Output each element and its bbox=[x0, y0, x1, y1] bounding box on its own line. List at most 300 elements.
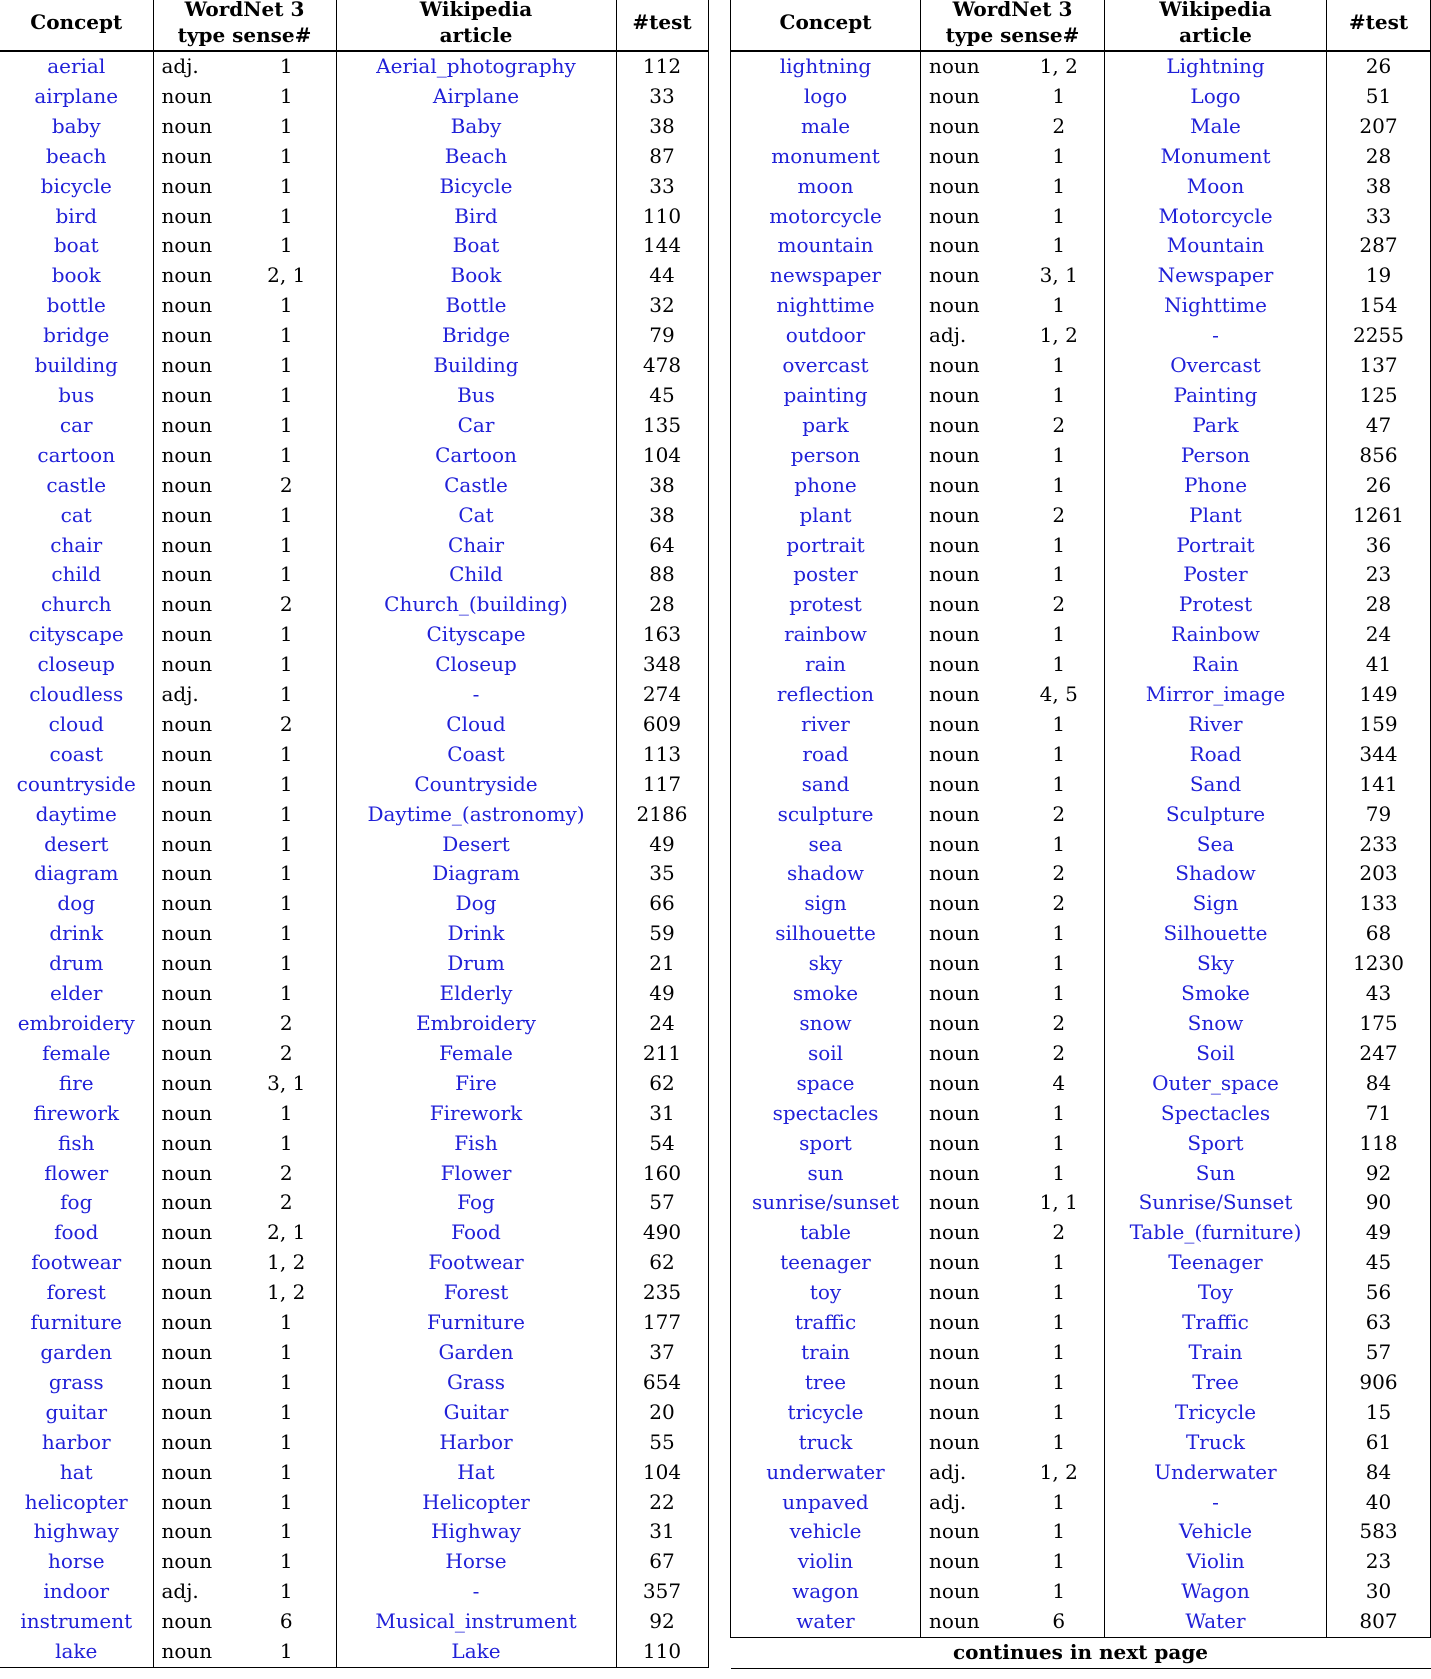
concept-cell: lake bbox=[0, 1637, 153, 1667]
sense-cell: 1 bbox=[237, 441, 336, 471]
test-count-cell: 68 bbox=[1327, 919, 1431, 949]
wikipedia-link: Dog bbox=[336, 889, 616, 919]
type-cell: noun bbox=[161, 1070, 213, 1095]
test-count-cell: 1230 bbox=[1327, 949, 1431, 979]
wikipedia-link: Bird bbox=[336, 202, 616, 232]
sense-cell: 1 bbox=[237, 979, 336, 1009]
test-count-cell: 583 bbox=[1327, 1517, 1431, 1547]
type-cell: noun bbox=[929, 652, 980, 677]
wikipedia-link: Truck bbox=[1105, 1428, 1327, 1458]
wikipedia-link: Sun bbox=[1105, 1159, 1327, 1189]
type-cell: noun bbox=[161, 1100, 213, 1125]
test-count-cell: 23 bbox=[1327, 560, 1431, 590]
type-cell: noun bbox=[161, 562, 213, 587]
concept-cell: countryside bbox=[0, 770, 153, 800]
concept-cell: table bbox=[731, 1218, 921, 1248]
concept-cell: plant bbox=[731, 501, 921, 531]
type-cell: noun bbox=[929, 951, 980, 976]
sense-cell: 1 bbox=[1014, 1338, 1105, 1368]
test-count-cell: 51 bbox=[1327, 82, 1431, 112]
concept-cell: airplane bbox=[0, 82, 153, 112]
table-row bbox=[731, 112, 1431, 142]
concept-cell: drink bbox=[0, 919, 153, 949]
type-cell: noun bbox=[929, 1339, 980, 1364]
test-count-cell: 807 bbox=[1327, 1607, 1431, 1637]
table-row bbox=[731, 1577, 1431, 1607]
table-row bbox=[731, 1218, 1431, 1248]
wikipedia-link: Firework bbox=[336, 1099, 616, 1129]
type-cell: noun bbox=[929, 891, 980, 916]
sense-cell: 1 bbox=[237, 1368, 336, 1398]
test-count-cell: 117 bbox=[616, 770, 708, 800]
sense-cell: 2 bbox=[1014, 1218, 1105, 1248]
table-row bbox=[0, 261, 708, 291]
wikipedia-link: Car bbox=[336, 411, 616, 441]
wikipedia-link: Road bbox=[1105, 740, 1327, 770]
type-cell: noun bbox=[929, 921, 980, 946]
type-cell: noun bbox=[161, 502, 213, 527]
header-test: #test bbox=[1327, 0, 1431, 51]
type-cell: noun bbox=[929, 1220, 980, 1245]
test-count-cell: 62 bbox=[616, 1248, 708, 1278]
table-row bbox=[0, 1039, 708, 1069]
wikipedia-link: Moon bbox=[1105, 172, 1327, 202]
concept-cell: snow bbox=[731, 1009, 921, 1039]
table-row bbox=[731, 82, 1431, 112]
test-count-cell: 490 bbox=[616, 1218, 708, 1248]
wikipedia-link: Table_(furniture) bbox=[1105, 1218, 1327, 1248]
header-wikipedia-line1: Wikipedia bbox=[419, 0, 533, 21]
type-cell: noun bbox=[161, 891, 213, 916]
wikipedia-link: Wagon bbox=[1105, 1577, 1327, 1607]
type-cell: noun bbox=[929, 1429, 980, 1454]
wikipedia-link: Garden bbox=[336, 1338, 616, 1368]
type-cell: noun bbox=[161, 1339, 213, 1364]
type-cell: noun bbox=[929, 592, 980, 617]
sense-cell: 1 bbox=[1014, 830, 1105, 860]
wikipedia-link: Portrait bbox=[1105, 531, 1327, 561]
table-row bbox=[731, 1009, 1431, 1039]
test-count-cell: 92 bbox=[616, 1607, 708, 1637]
sense-cell: 1 bbox=[237, 501, 336, 531]
test-count-cell: 344 bbox=[1327, 740, 1431, 770]
test-count-cell: 54 bbox=[616, 1129, 708, 1159]
sense-cell: 1 bbox=[1014, 1547, 1105, 1577]
test-count-cell: 149 bbox=[1327, 680, 1431, 710]
wikipedia-link: - bbox=[336, 1577, 616, 1607]
test-count-cell: 84 bbox=[1327, 1069, 1431, 1099]
concept-cell: fog bbox=[0, 1188, 153, 1218]
concept-cell: silhouette bbox=[731, 919, 921, 949]
wikipedia-link: Outer_space bbox=[1105, 1069, 1327, 1099]
type-cell: noun bbox=[929, 831, 980, 856]
type-cell: noun bbox=[161, 1220, 213, 1245]
table-row bbox=[0, 919, 708, 949]
table-body-right bbox=[731, 51, 1431, 1638]
concept-cell: flower bbox=[0, 1159, 153, 1189]
sense-cell: 1 bbox=[1014, 1488, 1105, 1518]
concept-cell: church bbox=[0, 590, 153, 620]
table-row bbox=[731, 321, 1431, 351]
sense-cell: 1, 2 bbox=[1014, 321, 1105, 351]
table-row bbox=[0, 142, 708, 172]
sense-cell: 1 bbox=[237, 770, 336, 800]
wikipedia-link: Grass bbox=[336, 1368, 616, 1398]
wikipedia-link: Horse bbox=[336, 1547, 616, 1577]
sense-cell: 1, 1 bbox=[1014, 1188, 1105, 1218]
header-wikipedia-line1: Wikipedia bbox=[1159, 0, 1272, 21]
concept-table-right bbox=[730, 0, 1431, 1669]
sense-cell: 3, 1 bbox=[1014, 261, 1105, 291]
test-count-cell: 28 bbox=[1327, 142, 1431, 172]
type-cell: noun bbox=[929, 1549, 980, 1574]
type-cell: noun bbox=[929, 173, 980, 198]
table-row bbox=[0, 1009, 708, 1039]
wikipedia-link: Bottle bbox=[336, 291, 616, 321]
table-row bbox=[0, 1428, 708, 1458]
test-count-cell: 20 bbox=[616, 1398, 708, 1428]
wikipedia-link: Harbor bbox=[336, 1428, 616, 1458]
wikipedia-link: Bridge bbox=[336, 321, 616, 351]
concept-cell: space bbox=[731, 1069, 921, 1099]
table-row bbox=[0, 1368, 708, 1398]
concept-cell: aerial bbox=[0, 51, 153, 82]
concept-cell: elder bbox=[0, 979, 153, 1009]
sense-cell: 6 bbox=[1014, 1607, 1105, 1637]
table-row bbox=[0, 1129, 708, 1159]
test-count-cell: 62 bbox=[616, 1069, 708, 1099]
table-row bbox=[0, 471, 708, 501]
type-cell: noun bbox=[161, 981, 213, 1006]
table-header-row bbox=[731, 0, 1431, 51]
table-row bbox=[0, 351, 708, 381]
wikipedia-link: Food bbox=[336, 1218, 616, 1248]
test-count-cell: 24 bbox=[616, 1009, 708, 1039]
table-row bbox=[0, 231, 708, 261]
test-count-cell: 33 bbox=[1327, 202, 1431, 232]
table-row bbox=[0, 1637, 708, 1667]
type-cell: noun bbox=[161, 203, 213, 228]
sense-cell: 1 bbox=[1014, 82, 1105, 112]
test-count-cell: 38 bbox=[616, 501, 708, 531]
header-wordnet bbox=[153, 0, 336, 51]
sense-cell: 1 bbox=[1014, 471, 1105, 501]
test-count-cell: 609 bbox=[616, 710, 708, 740]
table-row bbox=[0, 650, 708, 680]
test-count-cell: 84 bbox=[1327, 1458, 1431, 1488]
table-row bbox=[0, 1398, 708, 1428]
test-count-cell: 36 bbox=[1327, 531, 1431, 561]
wikipedia-link: Rainbow bbox=[1105, 620, 1327, 650]
test-count-cell: 113 bbox=[616, 740, 708, 770]
concept-cell: guitar bbox=[0, 1398, 153, 1428]
test-count-cell: 175 bbox=[1327, 1009, 1431, 1039]
type-cell: noun bbox=[161, 293, 213, 318]
wikipedia-link: Fish bbox=[336, 1129, 616, 1159]
table-row bbox=[731, 680, 1431, 710]
test-count-cell: 137 bbox=[1327, 351, 1431, 381]
concept-cell: fire bbox=[0, 1069, 153, 1099]
type-cell: noun bbox=[161, 861, 213, 886]
type-cell: noun bbox=[161, 353, 213, 378]
table-row bbox=[731, 740, 1431, 770]
test-count-cell: 90 bbox=[1327, 1188, 1431, 1218]
concept-cell: protest bbox=[731, 590, 921, 620]
wikipedia-link: Cat bbox=[336, 501, 616, 531]
test-count-cell: 177 bbox=[616, 1308, 708, 1338]
table-row bbox=[731, 800, 1431, 830]
type-cell: noun bbox=[161, 1549, 213, 1574]
sense-cell: 1, 2 bbox=[237, 1278, 336, 1308]
wikipedia-link: Plant bbox=[1105, 501, 1327, 531]
table-row bbox=[731, 261, 1431, 291]
type-cell: noun bbox=[929, 1070, 980, 1095]
type-cell: noun bbox=[929, 1399, 980, 1424]
footer-row bbox=[731, 1638, 1431, 1669]
table-row bbox=[0, 381, 708, 411]
table-row bbox=[0, 830, 708, 860]
type-cell: noun bbox=[929, 771, 980, 796]
sense-cell: 2 bbox=[237, 710, 336, 740]
table-row bbox=[0, 560, 708, 590]
test-count-cell: 19 bbox=[1327, 261, 1431, 291]
concept-cell: tricycle bbox=[731, 1398, 921, 1428]
concept-cell: moon bbox=[731, 172, 921, 202]
sense-cell: 1 bbox=[1014, 1577, 1105, 1607]
table-row bbox=[731, 830, 1431, 860]
wikipedia-link: Underwater bbox=[1105, 1458, 1327, 1488]
sense-cell: 1 bbox=[237, 620, 336, 650]
table-row bbox=[731, 1039, 1431, 1069]
concept-cell: sun bbox=[731, 1159, 921, 1189]
concept-cell: book bbox=[0, 261, 153, 291]
sense-cell: 2 bbox=[1014, 1039, 1105, 1069]
table-row bbox=[0, 1517, 708, 1547]
wikipedia-link: Female bbox=[336, 1039, 616, 1069]
type-cell: noun bbox=[929, 233, 980, 258]
wikipedia-link: Coast bbox=[336, 740, 616, 770]
table-row bbox=[731, 1069, 1431, 1099]
type-cell: noun bbox=[161, 1160, 213, 1185]
sense-cell: 1 bbox=[237, 740, 336, 770]
table-row bbox=[0, 680, 708, 710]
table-row bbox=[731, 1547, 1431, 1577]
type-cell: noun bbox=[161, 472, 213, 497]
sense-cell: 1 bbox=[237, 51, 336, 82]
type-cell: noun bbox=[929, 472, 980, 497]
test-count-cell: 26 bbox=[1327, 471, 1431, 501]
table-row bbox=[731, 142, 1431, 172]
type-cell: noun bbox=[929, 861, 980, 886]
wikipedia-link: Furniture bbox=[336, 1308, 616, 1338]
type-cell: noun bbox=[929, 562, 980, 587]
concept-cell: cartoon bbox=[0, 441, 153, 471]
table-row bbox=[0, 1159, 708, 1189]
concept-cell: road bbox=[731, 740, 921, 770]
concept-cell: sky bbox=[731, 949, 921, 979]
table-row bbox=[0, 112, 708, 142]
sense-cell: 2 bbox=[1014, 800, 1105, 830]
concept-cell: phone bbox=[731, 471, 921, 501]
sense-cell: 1 bbox=[237, 291, 336, 321]
test-count-cell: 31 bbox=[616, 1517, 708, 1547]
table-row bbox=[731, 620, 1431, 650]
table-row bbox=[0, 1099, 708, 1129]
concept-cell: violin bbox=[731, 1547, 921, 1577]
type-cell: noun bbox=[929, 353, 980, 378]
type-cell: noun bbox=[929, 1130, 980, 1155]
sense-cell: 1 bbox=[1014, 1368, 1105, 1398]
table-row bbox=[731, 710, 1431, 740]
concept-cell: desert bbox=[0, 830, 153, 860]
type-cell: noun bbox=[161, 263, 213, 288]
test-count-cell: 30 bbox=[1327, 1577, 1431, 1607]
concept-cell: water bbox=[731, 1607, 921, 1637]
sense-cell: 1 bbox=[1014, 740, 1105, 770]
sense-cell: 2 bbox=[237, 1039, 336, 1069]
type-cell: noun bbox=[929, 143, 980, 168]
sense-cell: 1 bbox=[1014, 1248, 1105, 1278]
sense-cell: 1 bbox=[1014, 770, 1105, 800]
table-row bbox=[0, 1188, 708, 1218]
test-count-cell: 235 bbox=[616, 1278, 708, 1308]
table-body-left bbox=[0, 51, 708, 1667]
table-row bbox=[0, 1547, 708, 1577]
test-count-cell: 79 bbox=[616, 321, 708, 351]
wikipedia-link: Bus bbox=[336, 381, 616, 411]
sense-cell: 1 bbox=[237, 531, 336, 561]
sense-cell: 1 bbox=[1014, 172, 1105, 202]
type-cell: noun bbox=[929, 442, 980, 467]
test-count-cell: 49 bbox=[1327, 1218, 1431, 1248]
table-row bbox=[731, 979, 1431, 1009]
concept-cell: teenager bbox=[731, 1248, 921, 1278]
sense-cell: 1 bbox=[1014, 710, 1105, 740]
table-row bbox=[0, 411, 708, 441]
type-cell: noun bbox=[929, 1519, 980, 1544]
table-row bbox=[0, 291, 708, 321]
test-count-cell: 247 bbox=[1327, 1039, 1431, 1069]
wikipedia-link: Fog bbox=[336, 1188, 616, 1218]
wikipedia-link: Snow bbox=[1105, 1009, 1327, 1039]
concept-cell: rainbow bbox=[731, 620, 921, 650]
sense-cell: 2 bbox=[1014, 501, 1105, 531]
concept-cell: horse bbox=[0, 1547, 153, 1577]
table-row bbox=[731, 1338, 1431, 1368]
sense-cell: 1 bbox=[1014, 560, 1105, 590]
test-count-cell: 112 bbox=[616, 51, 708, 82]
table-row bbox=[0, 800, 708, 830]
type-cell: noun bbox=[161, 831, 213, 856]
sense-cell: 1 bbox=[237, 1099, 336, 1129]
sense-cell: 2 bbox=[1014, 590, 1105, 620]
sense-cell: 1 bbox=[237, 351, 336, 381]
type-cell: noun bbox=[929, 622, 980, 647]
type-cell: noun bbox=[161, 1489, 213, 1514]
table-row bbox=[0, 590, 708, 620]
sense-cell: 1 bbox=[1014, 620, 1105, 650]
test-count-cell: 287 bbox=[1327, 231, 1431, 261]
wikipedia-link: Daytime_(astronomy) bbox=[336, 800, 616, 830]
wikipedia-link: Chair bbox=[336, 531, 616, 561]
wikipedia-link: - bbox=[1105, 1488, 1327, 1518]
concept-cell: forest bbox=[0, 1278, 153, 1308]
sense-cell: 1 bbox=[1014, 1278, 1105, 1308]
sense-cell: 1 bbox=[237, 1637, 336, 1667]
type-cell: noun bbox=[161, 1130, 213, 1155]
sense-cell: 2, 1 bbox=[237, 261, 336, 291]
type-cell: noun bbox=[929, 1579, 980, 1604]
test-count-cell: 45 bbox=[616, 381, 708, 411]
test-count-cell: 118 bbox=[1327, 1129, 1431, 1159]
type-cell: noun bbox=[929, 1040, 980, 1065]
wikipedia-link: Musical_instrument bbox=[336, 1607, 616, 1637]
sense-cell: 1 bbox=[237, 919, 336, 949]
sense-cell: 1 bbox=[1014, 381, 1105, 411]
table-row bbox=[0, 859, 708, 889]
test-count-cell: 35 bbox=[616, 859, 708, 889]
type-cell: noun bbox=[161, 173, 213, 198]
test-count-cell: 2186 bbox=[616, 800, 708, 830]
concept-cell: river bbox=[731, 710, 921, 740]
type-cell: noun bbox=[161, 801, 213, 826]
concept-cell: bridge bbox=[0, 321, 153, 351]
table-row bbox=[731, 351, 1431, 381]
sense-cell: 1 bbox=[1014, 949, 1105, 979]
wikipedia-link: Tree bbox=[1105, 1368, 1327, 1398]
wikipedia-link: Guitar bbox=[336, 1398, 616, 1428]
test-count-cell: 104 bbox=[616, 441, 708, 471]
concept-cell: bottle bbox=[0, 291, 153, 321]
sense-cell: 1 bbox=[237, 381, 336, 411]
concept-cell: building bbox=[0, 351, 153, 381]
test-count-cell: 906 bbox=[1327, 1368, 1431, 1398]
wikipedia-link: Footwear bbox=[336, 1248, 616, 1278]
type-cell: adj. bbox=[929, 1489, 967, 1514]
test-count-cell: 55 bbox=[616, 1428, 708, 1458]
sense-cell: 1 bbox=[237, 1428, 336, 1458]
test-count-cell: 135 bbox=[616, 411, 708, 441]
test-count-cell: 61 bbox=[1327, 1428, 1431, 1458]
type-cell: noun bbox=[161, 951, 213, 976]
test-count-cell: 2255 bbox=[1327, 321, 1431, 351]
sense-cell: 1, 2 bbox=[237, 1248, 336, 1278]
sense-cell: 2 bbox=[1014, 1009, 1105, 1039]
concept-cell: park bbox=[731, 411, 921, 441]
wikipedia-link: Sunrise/Sunset bbox=[1105, 1188, 1327, 1218]
concept-cell: hat bbox=[0, 1458, 153, 1488]
concept-cell: train bbox=[731, 1338, 921, 1368]
type-cell: noun bbox=[929, 382, 980, 407]
sense-cell: 1 bbox=[237, 1517, 336, 1547]
wikipedia-link: Closeup bbox=[336, 650, 616, 680]
wikipedia-link: Traffic bbox=[1105, 1308, 1327, 1338]
table-row bbox=[731, 172, 1431, 202]
wikipedia-link: Bicycle bbox=[336, 172, 616, 202]
concept-cell: truck bbox=[731, 1428, 921, 1458]
table-row bbox=[0, 1248, 708, 1278]
test-count-cell: 28 bbox=[1327, 590, 1431, 620]
concept-cell: grass bbox=[0, 1368, 153, 1398]
table-row bbox=[731, 1398, 1431, 1428]
table-row bbox=[0, 710, 708, 740]
test-count-cell: 88 bbox=[616, 560, 708, 590]
sense-cell: 1 bbox=[237, 859, 336, 889]
type-cell: noun bbox=[929, 1250, 980, 1275]
type-cell: noun bbox=[929, 502, 980, 527]
test-count-cell: 63 bbox=[1327, 1308, 1431, 1338]
concept-cell: drum bbox=[0, 949, 153, 979]
